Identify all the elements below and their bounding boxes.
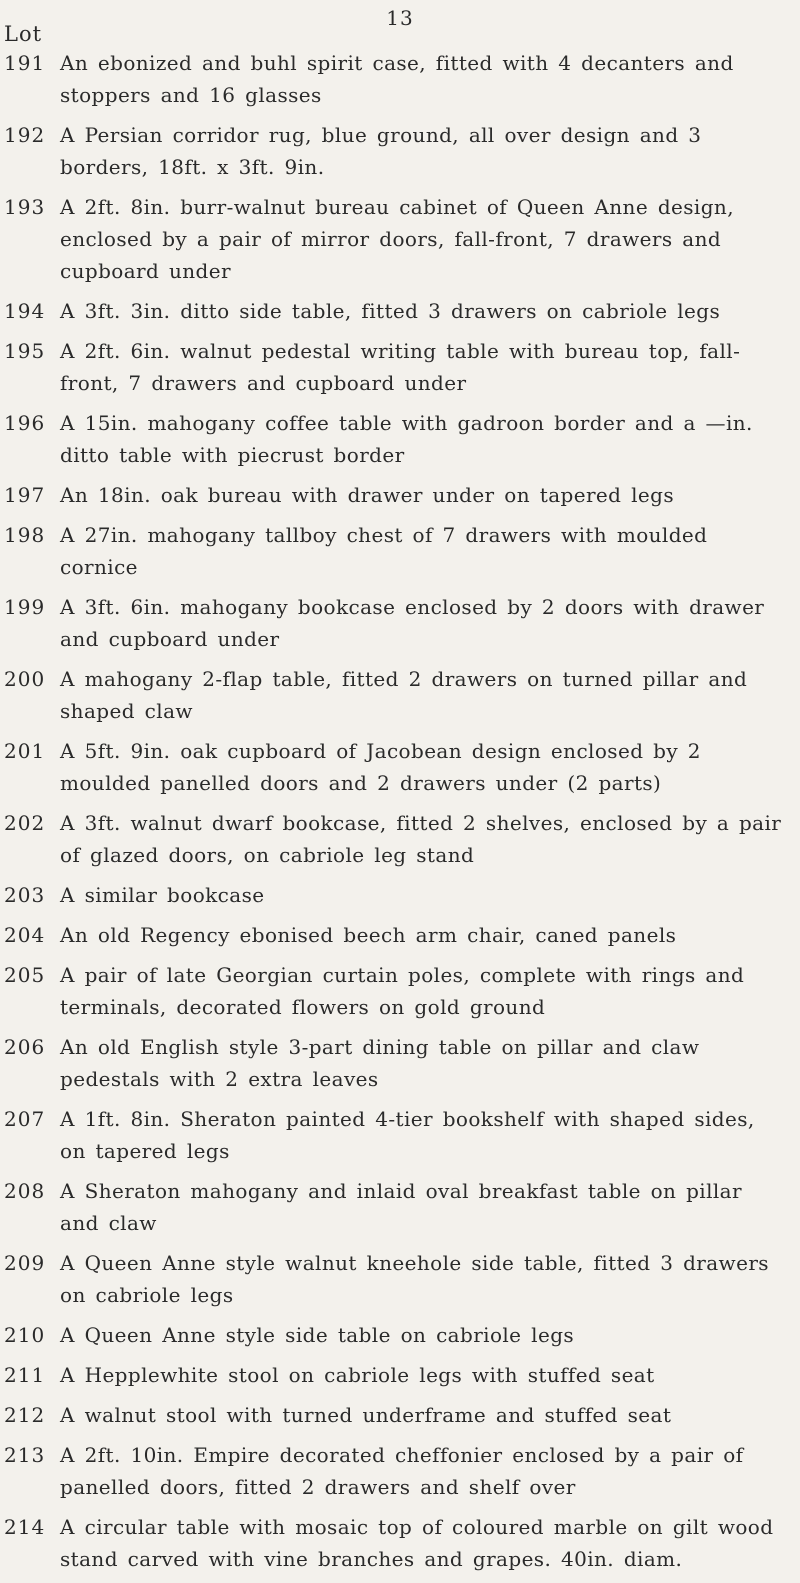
lot-number: 212 — [4, 1403, 46, 1427]
lot-number: 210 — [4, 1323, 46, 1347]
lot-description: A 27in. mahogany tallboy chest of 7 drawers with moulded cornice — [60, 523, 708, 579]
lot-entry — [0, 1031, 800, 1095]
lot-description: An old English style 3-part dining table on pillar and claw pedestals with 2 extra leaves — [60, 1035, 700, 1091]
lot-description: A circular table with mosaic top of coloured marble on gilt wood stand carved with vine branches and grapes. 40in. diam. — [60, 1515, 774, 1571]
lot-description: A similar bookcase — [60, 883, 265, 907]
lot-description: A Persian corridor rug, blue ground, all over design and 3 borders, 18ft. x 3ft. 9in. — [60, 123, 702, 179]
page-number: 13 — [386, 6, 414, 30]
lot-entry — [0, 1319, 800, 1351]
lot-entry — [0, 47, 800, 111]
lot-number: 192 — [4, 123, 46, 147]
lot-number: 213 — [4, 1443, 46, 1467]
lot-description: A Hepplewhite stool on cabriole legs with stuffed seat — [60, 1363, 655, 1387]
lot-number: 203 — [4, 883, 46, 907]
lot-number: 197 — [4, 483, 46, 507]
lot-description: A pair of late Georgian curtain poles, complete with rings and terminals, decorated flowers on gold ground — [60, 963, 745, 1019]
lot-number: 195 — [4, 339, 46, 363]
lot-entry — [0, 807, 800, 871]
lot-number: 196 — [4, 411, 46, 435]
lot-number: 209 — [4, 1251, 46, 1275]
lot-number: 199 — [4, 595, 46, 619]
lot-number: 201 — [4, 739, 46, 763]
lot-entry — [0, 1359, 800, 1391]
lot-entry — [0, 407, 800, 471]
lot-list — [0, 47, 800, 1583]
lot-description: A 1ft. 8in. Sheraton painted 4-tier bookshelf with shaped sides, on tapered legs — [60, 1107, 755, 1163]
lot-description: A 5ft. 9in. oak cupboard of Jacobean design enclosed by 2 moulded panelled doors and 2 drawers under (2 parts) — [60, 739, 701, 795]
lot-entry — [0, 1399, 800, 1431]
lot-description: A Sheraton mahogany and inlaid oval breakfast table on pillar and claw — [60, 1179, 742, 1235]
lot-description: A 3ft. walnut dwarf bookcase, fitted 2 shelves, enclosed by a pair of glazed doors, on cabriole leg stand — [60, 811, 782, 867]
lot-description: A Queen Anne style walnut kneehole side table, fitted 3 drawers on cabriole legs — [60, 1251, 769, 1307]
lot-number: 208 — [4, 1179, 46, 1203]
lot-entry — [0, 295, 800, 327]
lot-description: A walnut stool with turned underframe and stuffed seat — [60, 1403, 672, 1427]
lot-number: 205 — [4, 963, 46, 987]
lot-entry — [0, 879, 800, 911]
lot-entry — [0, 335, 800, 399]
lot-number: 211 — [4, 1363, 46, 1387]
lot-description: An 18in. oak bureau with drawer under on tapered legs — [60, 483, 675, 507]
lot-entry — [0, 959, 800, 1023]
lot-number: 200 — [4, 667, 46, 691]
lot-entry — [0, 519, 800, 583]
lot-number: 193 — [4, 195, 46, 219]
lot-description: A 2ft. 10in. Empire decorated cheffonier enclosed by a pair of panelled doors, fitted 2 drawers and shelf over — [60, 1443, 744, 1499]
lot-description: A mahogany 2-flap table, fitted 2 drawers on turned pillar and shaped claw — [60, 667, 748, 723]
lot-number: 194 — [4, 299, 46, 323]
lot-entry — [0, 1103, 800, 1167]
lot-description: A 2ft. 8in. burr-walnut bureau cabinet of Queen Anne design, enclosed by a pair of mirror doors, fall-front, 7 drawers and cupboard under — [60, 195, 734, 283]
lot-number: 202 — [4, 811, 46, 835]
lot-entry — [0, 1511, 800, 1575]
lot-description: An ebonized and buhl spirit case, fitted with 4 decanters and stoppers and 16 glasses — [60, 51, 734, 107]
lot-description: An old Regency ebonised beech arm chair, caned panels — [60, 923, 677, 947]
lot-entry — [0, 119, 800, 183]
lot-number: 198 — [4, 523, 46, 547]
lot-description: A 2ft. 6in. walnut pedestal writing table with bureau top, fall-front, 7 drawers and cupboard under — [60, 339, 741, 395]
lot-number: 204 — [4, 923, 46, 947]
lot-description: A Queen Anne style side table on cabriole legs — [60, 1323, 575, 1347]
lot-number: 191 — [4, 51, 46, 75]
lot-number: 207 — [4, 1107, 46, 1131]
lot-number: 206 — [4, 1035, 46, 1059]
lot-entry — [0, 1175, 800, 1239]
lot-entry — [0, 591, 800, 655]
lot-number: 214 — [4, 1515, 46, 1539]
lot-entry — [0, 191, 800, 287]
lot-description: A 3ft. 6in. mahogany bookcase enclosed by 2 doors with drawer and cupboard under — [60, 595, 765, 651]
lot-description: A 15in. mahogany coffee table with gadroon border and a —in. ditto table with piecrust border — [60, 411, 753, 467]
lot-entry — [0, 1439, 800, 1503]
lot-entry — [0, 479, 800, 511]
lot-entry — [0, 663, 800, 727]
lot-column-header: Lot — [4, 22, 43, 46]
lot-description: A 3ft. 3in. ditto side table, fitted 3 drawers on cabriole legs — [60, 299, 721, 323]
lot-entry — [0, 1247, 800, 1311]
lot-entry — [0, 735, 800, 799]
lot-entry — [0, 919, 800, 951]
